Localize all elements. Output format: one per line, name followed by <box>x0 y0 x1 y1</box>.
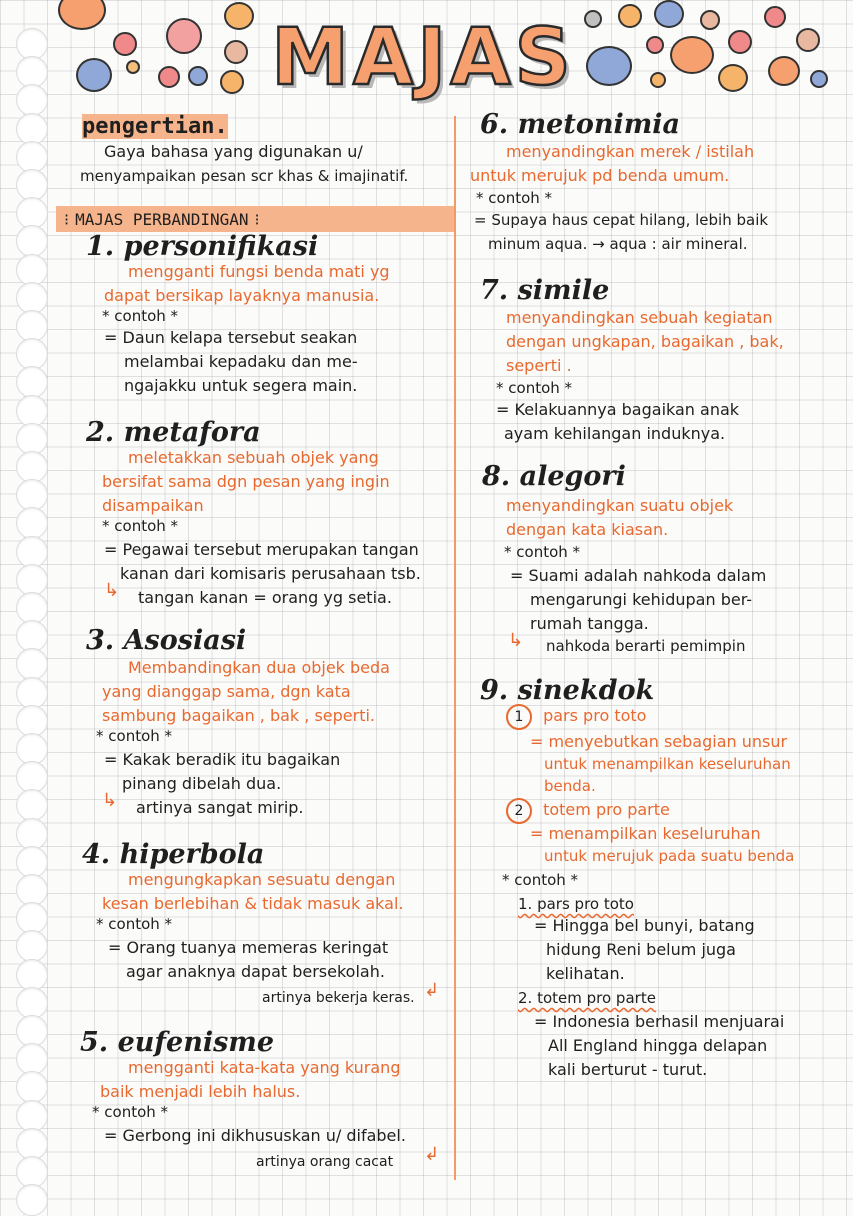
curved-arrow-icon: ↳ <box>102 790 118 811</box>
bubble-decoration <box>796 28 820 52</box>
majas-name: Asosiasi <box>123 625 247 656</box>
bubble-decoration <box>764 6 786 28</box>
contoh-label: * contoh * <box>102 517 179 535</box>
majas-definition: menyandingkan suatu objek <box>506 496 734 515</box>
contoh-label: * contoh * <box>476 189 553 207</box>
column-divider <box>454 116 456 1180</box>
pengertian-line: Gaya bahasa yang digunakan u/ <box>104 142 363 161</box>
bubble-decoration <box>158 66 180 88</box>
example-line: melambai kepadaku dan me- <box>124 352 358 371</box>
majas-definition: menyandingkan sebuah kegiatan <box>506 308 773 327</box>
binder-hole <box>16 705 48 737</box>
example-line: = Suami adalah nahkoda dalam <box>510 566 767 585</box>
section-banner <box>56 206 454 232</box>
bubble-decoration <box>76 58 112 92</box>
example-line: = Orang tuanya memeras keringat <box>108 938 389 957</box>
example-line: ngajakku untuk segera main. <box>124 376 358 395</box>
majas-definition: untuk merujuk pd benda umum. <box>470 166 730 185</box>
sub-definition: untuk menampilkan keseluruhan <box>544 755 791 773</box>
binder-hole <box>16 930 48 962</box>
example-line: pinang dibelah dua. <box>122 774 282 793</box>
contoh-label: * contoh * <box>496 379 573 397</box>
majas-name: metonimia <box>517 109 681 140</box>
majas-definition: bersifat sama dgn pesan yang ingin <box>102 472 390 491</box>
binder-hole <box>16 254 48 286</box>
binder-hole <box>16 846 48 878</box>
curved-arrow-icon: ↲ <box>424 1144 440 1165</box>
example-line: rumah tangga. <box>530 614 649 633</box>
bubble-decoration <box>126 60 140 74</box>
majas-definition: kesan berlebihan & tidak masuk akal. <box>102 894 404 913</box>
example-sub-label: 1. pars pro toto <box>518 895 634 913</box>
majas-number: 2. <box>86 417 115 448</box>
majas-heading <box>480 276 609 306</box>
sub-type-label: pars pro toto <box>543 706 647 725</box>
sub-definition: benda. <box>544 777 596 795</box>
binder-hole <box>16 536 48 568</box>
sub-number-badge: 1 <box>506 704 532 730</box>
binder-hole <box>16 282 48 314</box>
sub-type-label: totem pro parte <box>543 800 670 819</box>
banner-marker-icon: ⁝ <box>254 209 260 229</box>
majas-definition: disampaikan <box>102 496 204 515</box>
example-line: = Supaya haus cepat hilang, lebih baik <box>474 211 769 229</box>
majas-definition: yang dianggap sama, dgn kata <box>102 682 351 701</box>
binder-hole <box>16 479 48 511</box>
bubble-decoration <box>654 0 684 28</box>
majas-number: 6. <box>480 109 509 140</box>
example-note: artinya orang cacat <box>256 1154 394 1170</box>
majas-name: personifikasi <box>123 231 319 262</box>
majas-definition: dengan kata kiasan. <box>506 520 669 539</box>
pengertian-heading-text: pengertian. <box>82 114 228 139</box>
page-title: MAJAS <box>271 13 575 103</box>
contoh-label: * contoh * <box>92 1103 169 1121</box>
binder-hole <box>16 874 48 906</box>
binder-hole <box>16 1015 48 1047</box>
bubble-decoration <box>224 40 248 64</box>
majas-definition: dapat bersikap layaknya manusia. <box>104 286 380 305</box>
binder-hole <box>16 592 48 624</box>
example-line: minum aqua. → aqua : air mineral. <box>488 235 748 253</box>
majas-definition: mengganti kata-kata yang kurang <box>128 1058 401 1077</box>
binder-hole <box>16 507 48 539</box>
majas-definition: baik menjadi lebih halus. <box>100 1082 301 1101</box>
example-line: All England hingga delapan <box>548 1036 768 1055</box>
binder-hole <box>16 451 48 483</box>
binder-hole <box>16 789 48 821</box>
binder-hole <box>16 620 48 652</box>
majas-heading <box>80 1028 274 1058</box>
binder-hole <box>16 677 48 709</box>
example-line: mengarungi kehidupan ber- <box>530 590 753 609</box>
majas-number: 7. <box>480 275 509 306</box>
binder-hole <box>16 761 48 793</box>
example-line: = Kakak beradik itu bagaikan <box>104 750 341 769</box>
majas-definition: Membandingkan dua objek beda <box>128 658 390 677</box>
binder-hole <box>16 1156 48 1188</box>
bubble-decoration <box>166 18 202 54</box>
example-line: = Kelakuannya bagaikan anak <box>496 400 740 419</box>
binder-hole <box>16 733 48 765</box>
curved-arrow-icon: ↲ <box>424 980 440 1001</box>
majas-name: eufenisme <box>117 1027 275 1058</box>
majas-definition: seperti . <box>506 356 572 375</box>
majas-heading <box>82 840 264 870</box>
bubble-decoration <box>188 66 208 86</box>
binder-hole <box>16 1128 48 1160</box>
banner-marker-icon: ⁝ <box>64 209 70 229</box>
example-line: hidung Reni belum juga <box>546 940 736 959</box>
majas-name: hiperbola <box>119 839 265 870</box>
example-note: tangan kanan = orang yg setia. <box>138 588 392 607</box>
majas-number: 8. <box>482 461 511 492</box>
example-line: ayam kehilangan induknya. <box>504 424 726 443</box>
contoh-label: * contoh * <box>96 727 173 745</box>
binder-hole <box>16 310 48 342</box>
section-banner-label: MAJAS PERBANDINGAN <box>75 209 249 229</box>
bubble-decoration <box>670 36 714 74</box>
bubble-decoration <box>618 4 642 28</box>
curved-arrow-icon: ↳ <box>508 630 524 651</box>
bubble-decoration <box>728 30 752 54</box>
sub-type <box>506 704 646 730</box>
example-line: = Gerbong ini dikhususkan u/ difabel. <box>104 1126 406 1145</box>
binder-hole <box>16 423 48 455</box>
binder-hole <box>16 338 48 370</box>
majas-definition: mengungkapkan sesuatu dengan <box>128 870 396 889</box>
bubble-decoration <box>586 46 632 86</box>
majas-number: 5. <box>80 1027 109 1058</box>
majas-heading <box>86 232 318 262</box>
majas-number: 9. <box>480 675 509 706</box>
majas-heading <box>86 626 246 656</box>
majas-definition: mengganti fungsi benda mati yg <box>128 262 390 281</box>
binder-hole <box>16 1100 48 1132</box>
binder-hole <box>16 113 48 145</box>
binder-hole <box>16 169 48 201</box>
example-line: = Indonesia berhasil menjuarai <box>534 1012 785 1031</box>
binder-hole <box>16 197 48 229</box>
example-line: = Daun kelapa tersebut seakan <box>104 328 358 347</box>
bubble-decoration <box>224 2 254 30</box>
binder-hole <box>16 648 48 680</box>
majas-heading <box>482 462 626 492</box>
binder-hole <box>16 395 48 427</box>
example-line: kanan dari komisaris perusahaan tsb. <box>120 564 421 583</box>
majas-heading <box>480 676 654 706</box>
majas-name: simile <box>517 275 610 306</box>
binder-hole <box>16 366 48 398</box>
contoh-label: * contoh * <box>102 307 179 325</box>
binder-hole <box>16 987 48 1019</box>
binder-hole <box>16 225 48 257</box>
majas-heading <box>480 110 680 140</box>
sub-definition: = menyebutkan sebagian unsur <box>530 732 788 751</box>
contoh-label: * contoh * <box>96 915 173 933</box>
example-line: = Hingga bel bunyi, batang <box>534 916 755 935</box>
majas-number: 4. <box>82 839 111 870</box>
binder-holes <box>0 0 50 1200</box>
sub-type <box>506 798 670 824</box>
majas-name: alegori <box>519 461 626 492</box>
majas-definition: menyandingkan merek / istilah <box>506 142 755 161</box>
example-line: kali berturut - turut. <box>548 1060 708 1079</box>
sub-number-badge: 2 <box>506 798 532 824</box>
example-note: artinya sangat mirip. <box>136 798 304 817</box>
contoh-label: * contoh * <box>504 543 581 561</box>
bubble-decoration <box>650 72 666 88</box>
bubble-decoration <box>768 56 800 86</box>
bubble-decoration <box>810 70 828 88</box>
example-line: = Pegawai tersebut merupakan tangan <box>104 540 419 559</box>
curved-arrow-icon: ↳ <box>104 580 120 601</box>
majas-name: metafora <box>123 417 261 448</box>
bubble-decoration <box>220 70 244 94</box>
majas-definition: sambung bagaikan , bak , seperti. <box>102 706 376 725</box>
example-note: nahkoda berarti pemimpin <box>546 637 746 655</box>
binder-hole <box>16 141 48 173</box>
binder-hole <box>16 959 48 991</box>
example-sub-label: 2. totem pro parte <box>518 989 656 1007</box>
bubble-decoration <box>700 10 720 30</box>
contoh-label: * contoh * <box>502 871 579 889</box>
majas-number: 3. <box>86 625 115 656</box>
majas-definition: dengan ungkapan, bagaikan , bak, <box>506 332 784 351</box>
binder-hole <box>16 564 48 596</box>
bubble-decoration <box>58 0 106 30</box>
binder-hole <box>16 902 48 934</box>
sub-definition: = menampilkan keseluruhan <box>530 824 761 843</box>
binder-hole <box>16 1071 48 1103</box>
bubble-decoration <box>718 64 748 92</box>
example-line: agar anaknya dapat bersekolah. <box>126 962 385 981</box>
majas-number: 1. <box>86 231 115 262</box>
bubble-decoration <box>646 36 664 54</box>
binder-hole <box>16 1184 48 1216</box>
example-line: kelihatan. <box>546 964 625 983</box>
majas-heading <box>86 418 261 448</box>
example-note: artinya bekerja keras. <box>262 990 415 1006</box>
pengertian-line: menyampaikan pesan scr khas & imajinatif. <box>80 167 409 185</box>
bubble-decoration <box>113 32 137 56</box>
sub-definition: untuk merujuk pada suatu benda <box>544 847 795 865</box>
pengertian-heading <box>82 112 228 142</box>
majas-definition: meletakkan sebuah objek yang <box>128 448 379 467</box>
majas-name: sinekdok <box>517 675 655 706</box>
binder-hole <box>16 1043 48 1075</box>
binder-hole <box>16 818 48 850</box>
